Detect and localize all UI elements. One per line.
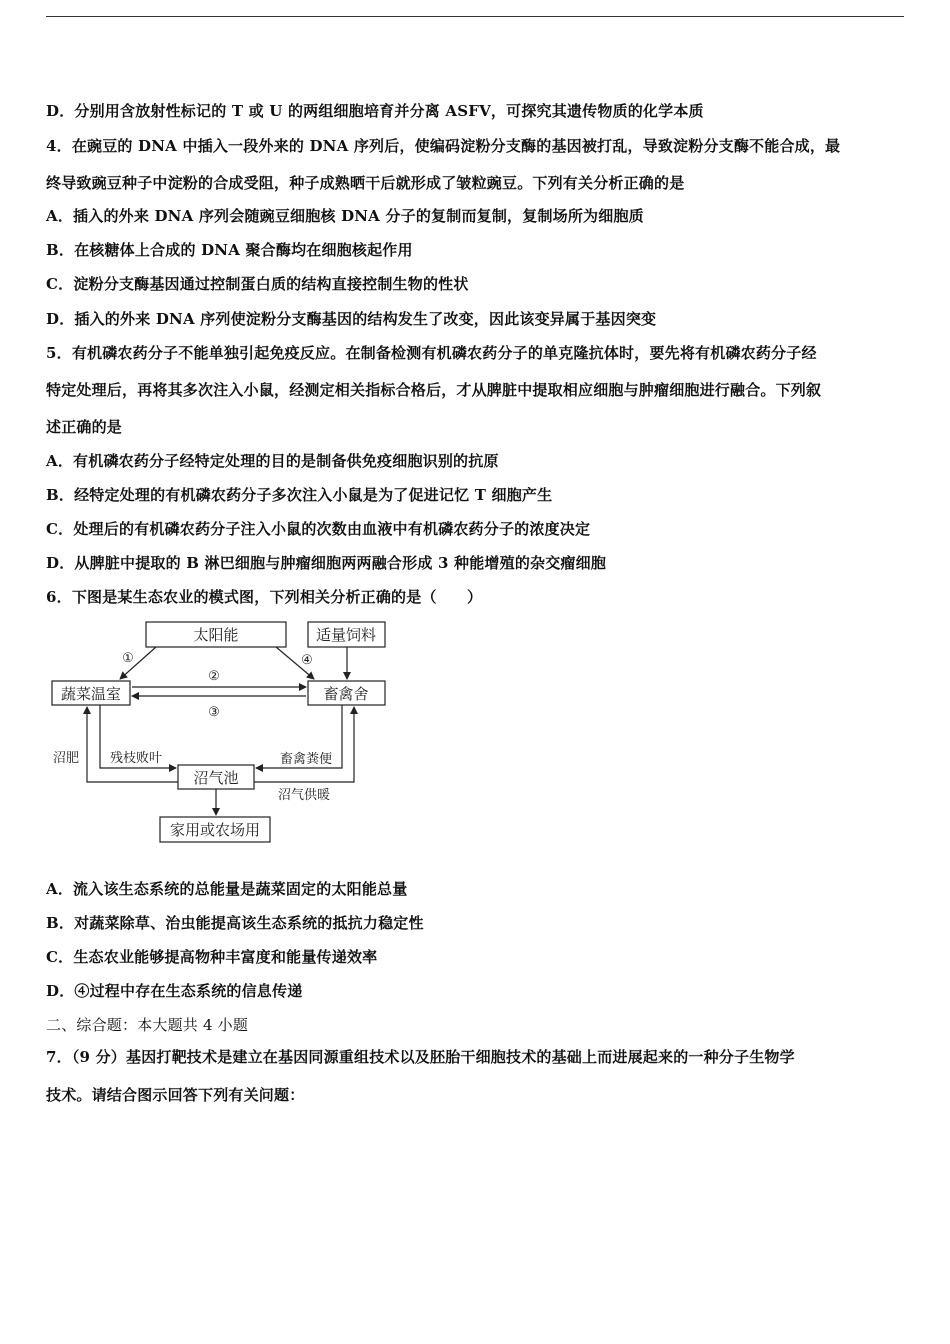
q5-option-d: D．从脾脏中提取的 B 淋巴细胞与肿瘤细胞两两融合形成 3 种能增殖的杂交瘤细胞 [46, 554, 607, 572]
q6-option-b: B．对蔬菜除草、治虫能提高该生态系统的抵抗力稳定性 [46, 914, 424, 932]
q6-stem: 6．下图是某生态农业的模式图，下列相关分析正确的是（ ） [46, 588, 483, 606]
manure-gas-label: 沼肥 [52, 751, 80, 766]
q4-stem-line-1: 4．在豌豆的 DNA 中插入一段外来的 DNA 序列后，使编码淀粉分支酶的基因被打乱，导致淀粉分支酶不能合成，最 [46, 137, 841, 155]
q7-stem-line-2: 技术。请结合图示回答下列有关问题： [46, 1086, 305, 1104]
greenhouse-label: 蔬菜温室 [60, 685, 122, 703]
label-3: ③ [208, 705, 220, 720]
sun-label: 太阳能 [193, 626, 239, 644]
q5-option-a: A．有机磷农药分子经特定处理的目的是制备供免疫细胞识别的抗原 [46, 452, 499, 470]
q4-option-a: A．插入的外来 DNA 序列会随豌豆细胞核 DNA 分子的复制而复制，复制场所为细胞质 [46, 207, 644, 225]
q7-stem-line-1: 7．（9 分）基因打靶技术是建立在基因同源重组技术以及胚胎干细胞技术的基础上而进展起来的一种分子生物学 [46, 1048, 795, 1066]
home-use-label: 家用或农场用 [169, 821, 261, 839]
q4-stem-line-2: 终导致豌豆种子中淀粉的合成受阻，种子成熟晒干后就形成了皱粒豌豆。下列有关分析正确的是 [46, 174, 685, 192]
livestock-label: 畜禽舍 [323, 685, 369, 703]
q5-stem-line-1: 5．有机磷农药分子不能单独引起免疫反应。在制备检测有机磷农药分子的单克隆抗体时，要先将有机磷农药分子经 [46, 344, 817, 362]
biogas-pool-label: 沼气池 [193, 769, 239, 787]
q4-option-c: C．淀粉分支酶基因通过控制蛋白质的结构直接控制生物的性状 [46, 275, 469, 293]
q5-option-c: C．处理后的有机磷农药分子注入小鼠的次数由血液中有机磷农药分子的浓度决定 [46, 520, 591, 538]
q5-stem-line-2: 特定处理后，再将其多次注入小鼠，经测定相关指标合格后，才从脾脏中提取相应细胞与肿瘤细胞进行融合。下列叙 [46, 381, 822, 399]
label-1: ① [122, 651, 134, 666]
q6-option-d: D．④过程中存在生态系统的信息传递 [46, 982, 303, 1000]
q4-option-d: D．插入的外来 DNA 序列使淀粉分支酶基因的结构发生了改变，因此该变异属于基因突变 [46, 310, 657, 328]
section-heading: 二、综合题：本大题共 4 小题 [46, 1016, 249, 1034]
q4-option-b: B．在核糖体上合成的 DNA 聚合酶均在细胞核起作用 [46, 241, 413, 259]
q6-option-a: A．流入该生态系统的总能量是蔬菜固定的太阳能总量 [46, 880, 408, 898]
heating-label: 沼气供暖 [277, 788, 331, 803]
q5-option-b: B．经特定处理的有机磷农药分子多次注入小鼠是为了促进记忆 T 细胞产生 [46, 486, 553, 504]
arrow-manure-gas [87, 707, 178, 782]
feed-label: 适量饲料 [315, 626, 377, 644]
header-rule [46, 16, 904, 17]
label-4: ④ [301, 653, 313, 668]
arrow-heating [254, 707, 354, 782]
q6-option-c: C．生态农业能够提高物种丰富度和能量传递效率 [46, 948, 378, 966]
label-2: ② [208, 669, 220, 684]
ecological-agriculture-diagram [46, 616, 396, 848]
q3-option-d: D．分别用含放射性标记的 T 或 U 的两组细胞培育并分离 ASFV，可探究其遗传物质的化学本质 [46, 102, 704, 120]
residue-label: 残枝败叶 [109, 751, 163, 766]
q5-stem-line-3: 述正确的是 [46, 418, 123, 436]
feces-label: 畜禽粪便 [279, 752, 333, 767]
